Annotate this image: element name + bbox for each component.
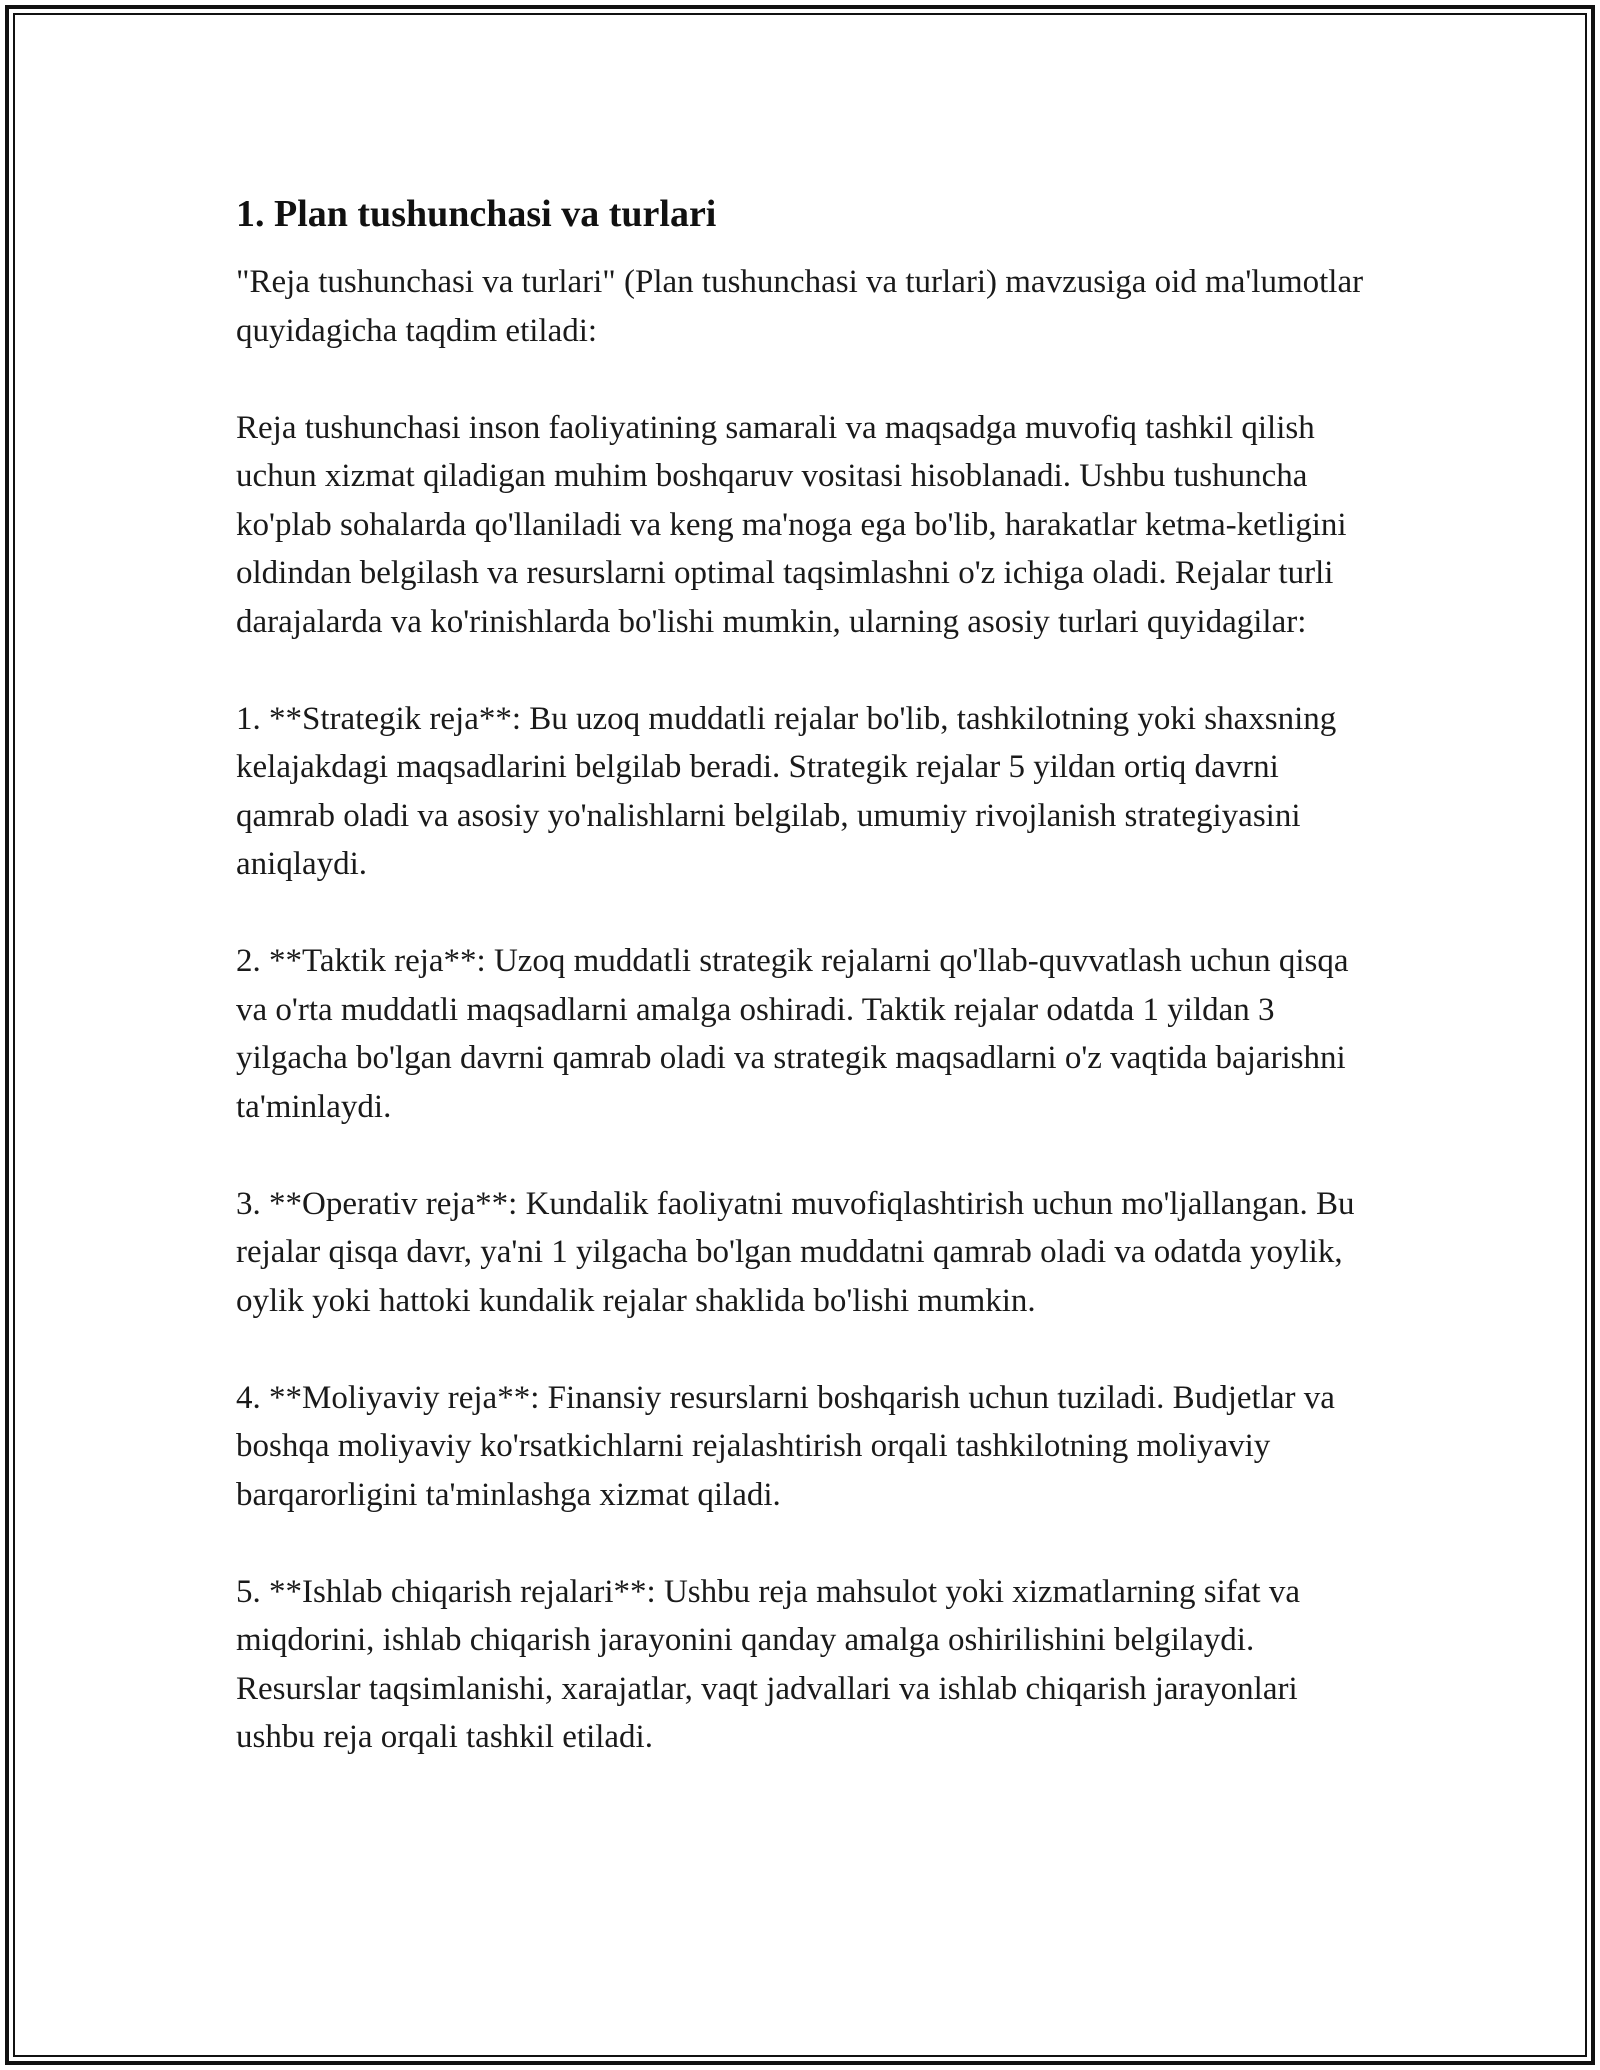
list-item-strategic-plan: 1. **Strategik reja**: Bu uzoq muddatli rejalar bo'lib, tashkilotning yoki shaxsning kelajakdagi maqsadlarini belgilab beradi. Strategik rejalar 5 yildan ortiq davrni qamrab oladi va asosiy yo'nalishlarni belgilab, umumiy rivojlanish strategiyasini aniqlaydi. (236, 700, 1337, 882)
list-item-financial-plan: 4. **Moliyaviy reja**: Finansiy resurslarni boshqarish uchun tuziladi. Budjetlar va boshqa moliyaviy ko'rsatkichlarni rejalashtirish orqali tashkilotning moliyaviy barqarorligini ta'minlashga xizmat qiladi. (236, 1379, 1335, 1513)
intro-paragraph: "Reja tushunchasi va turlari" (Plan tushunchasi va turlari) mavzusiga oid ma'lumotlar quyidagicha taqdim etiladi: (236, 264, 1364, 349)
definition-paragraph: Reja tushunchasi inson faoliyatining samarali va maqsadga muvofiq tashkil qilish uchun xizmat qiladigan muhim boshqaruv vositasi hisoblanadi. Ushbu tushuncha ko'plab sohalarda qo'llaniladi va keng ma'noga ega bo'lib, harakatlar ketma-ketligini oldindan belgilash va resurslarni optimal taqsimlashni o'z ichiga oladi. Rejalar turli darajalarda va ko'rinishlarda bo'lishi mumkin, ularning asosiy turlari quyidagilar: (236, 409, 1347, 640)
page-title: 1. Plan tushunchasi va turlari (236, 193, 717, 235)
list-item-tactical-plan: 2. **Taktik reja**: Uzoq muddatli strategik rejalarni qo'llab-quvvatlash uchun qisqa va o'rta muddatli maqsadlarni amalga oshiradi. Taktik rejalar odatda 1 yildan 3 yilgacha bo'lgan davrni qamrab oladi va strategik maqsadlarni o'z vaqtida bajarishni ta'minlaydi. (236, 943, 1349, 1125)
document-body (236, 190, 1366, 1762)
list-item-operational-plan: 3. **Operativ reja**: Kundalik faoliyatni muvofiqlashtirish uchun mo'ljallangan. Bu rejalar qisqa davr, ya'ni 1 yilgacha bo'lgan muddatni qamrab oladi va odatda yoylik, oylik yoki hattoki kundalik rejalar shaklida bo'lishi mumkin. (236, 1185, 1355, 1319)
list-item-production-plan: 5. **Ishlab chiqarish rejalari**: Ushbu reja mahsulot yoki xizmatlarning sifat va miqdorini, ishlab chiqarish jarayonini qanday amalga oshirilishini belgilaydi. Resurslar taqsimlanishi, xarajatlar, vaqt jadvallari va ishlab chiqarish jarayonlari ushbu reja orqali tashkil etiladi. (236, 1573, 1300, 1755)
